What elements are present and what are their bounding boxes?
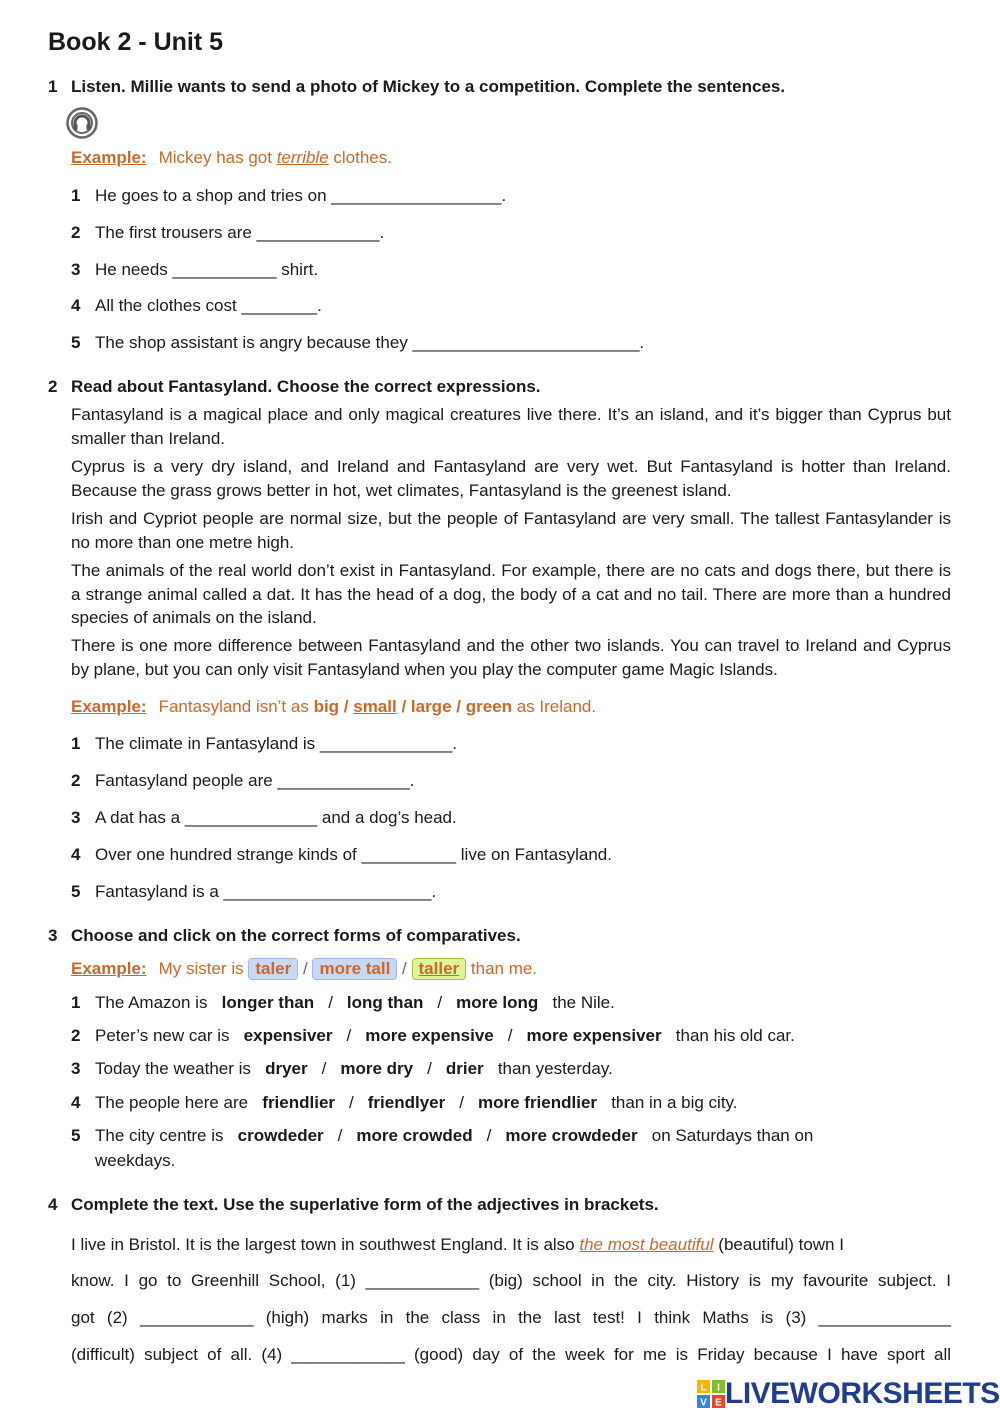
s2-item[interactable]: 3 A dat has a ______________ and a dog’s head.: [71, 808, 457, 827]
choice-option[interactable]: more expensive: [365, 1026, 494, 1045]
s2-item[interactable]: 5 Fantasyland is a ______________________.: [71, 882, 437, 901]
logo-letter: I: [717, 1382, 720, 1394]
s3-item: 1 The Amazon is longer than / long than / more long the Nile.: [71, 993, 615, 1012]
text-line[interactable]: know. I go to Greenhill School, (1) ____________ (big) school in the city. History is my favourite subject. I: [71, 1271, 951, 1290]
choice-option[interactable]: more crowdeder: [505, 1126, 638, 1145]
s3-item: 5 The city centre is crowdeder / more crowded / more crowdeder on Saturdays than on: [71, 1126, 814, 1145]
s1-item[interactable]: 5 The shop assistant is angry because they ________________________.: [71, 333, 645, 352]
choice-option[interactable]: longer than: [221, 993, 315, 1012]
text-line[interactable]: (difficult) subject of all. (4) ____________ (good) day of the week for me is Friday because I have sport all: [71, 1345, 951, 1364]
reading-paragraph: Irish and Cypriot people are normal size, but the people of Fantasyland are very small. The tallest Fantasylander is no more than one metre high.: [71, 509, 951, 552]
reading-paragraph: Fantasyland is a magical place and only magical creatures live there. It’s an island, and it’s bigger than Cyprus but smaller than Ireland.: [71, 405, 951, 448]
logo-letter: L: [700, 1382, 707, 1394]
choice-option[interactable]: friendlyer: [367, 1093, 446, 1112]
text-line: I live in Bristol. It is the largest town in southwest England. It is also the most beautiful (beautiful) town I: [71, 1235, 844, 1254]
text-line[interactable]: got (2) ____________ (high) marks in the class in the last test! I think Maths is (3) ______________: [71, 1308, 951, 1327]
example-option-chip-selected[interactable]: taller: [412, 958, 467, 980]
choice-option[interactable]: friendlier: [262, 1093, 336, 1112]
logo-letter: V: [700, 1397, 707, 1408]
section-4-heading: 4 Complete the text. Use the superlative form of the adjectives in brackets.: [48, 1195, 659, 1214]
section-3-heading: 3 Choose and click on the correct forms of comparatives.: [48, 926, 521, 945]
page-title: Book 2 - Unit 5: [48, 28, 224, 56]
example-option-chip[interactable]: more tall: [312, 958, 397, 980]
s3-item-continuation: weekdays.: [95, 1151, 176, 1170]
s1-item[interactable]: 2 The first trousers are _____________.: [71, 223, 385, 242]
choice-option[interactable]: dryer: [265, 1059, 308, 1078]
logo-letter: E: [715, 1397, 722, 1408]
s1-item[interactable]: 4 All the clothes cost ________.: [71, 296, 322, 315]
choice-option[interactable]: more crowded: [356, 1126, 473, 1145]
section-2-example: Example: Fantasyland isn’t as big / small / large / green as Ireland.: [71, 697, 597, 716]
s1-item[interactable]: 1 He goes to a shop and tries on __________________.: [71, 186, 507, 205]
choice-option[interactable]: expensiver: [243, 1026, 333, 1045]
reading-paragraph: Cyprus is a very dry island, and Ireland and Fantasyland are very wet. But Fantasyland is hotter than Ireland. Because the grass grows better in hot, wet climates, Fantasyland is the greenest island.: [71, 457, 951, 500]
audio-play-icon[interactable]: [66, 107, 98, 139]
s2-item[interactable]: 1 The climate in Fantasyland is ______________.: [71, 734, 457, 753]
example-option-chip[interactable]: taler: [248, 958, 298, 980]
reading-paragraph: The animals of the real world don’t exist in Fantasyland. For example, there are no cats and dogs there, but there is a strange animal called a dat. It has the head of a dog, the body of a cat and no tail. There are more than a hundred species of animals on the island.: [71, 561, 951, 627]
liveworksheets-logo-icon: [697, 1380, 725, 1408]
choice-option[interactable]: more friendlier: [477, 1093, 598, 1112]
s1-item[interactable]: 3 He needs ___________ shirt.: [71, 260, 319, 279]
s3-item: 4 The people here are friendlier / friendlyer / more friendlier than in a big city.: [71, 1093, 738, 1112]
choice-option[interactable]: more long: [456, 993, 539, 1012]
logo-wordmark: LIVEWORKSHEETS: [725, 1377, 1000, 1410]
s3-item: 3 Today the weather is dryer / more dry / drier than yesterday.: [71, 1059, 613, 1078]
s2-item[interactable]: 4 Over one hundred strange kinds of __________ live on Fantasyland.: [71, 845, 612, 864]
choice-option[interactable]: more dry: [340, 1059, 414, 1078]
choice-option[interactable]: crowdeder: [237, 1126, 324, 1145]
section-1-heading: 1 Listen. Millie wants to send a photo of Mickey to a competition. Complete the sentences.: [48, 77, 786, 96]
s2-item[interactable]: 2 Fantasyland people are ______________.: [71, 771, 415, 790]
choice-option[interactable]: more expensiver: [526, 1026, 662, 1045]
s3-item: 2 Peter’s new car is expensiver / more expensive / more expensiver than his old car.: [71, 1026, 795, 1045]
section-2-heading: 2 Read about Fantasyland. Choose the correct expressions.: [48, 377, 541, 396]
section-3-example: Example: My sister is taler / more tall / taller than me.: [71, 959, 538, 978]
section-1-example: Example: Mickey has got terrible clothes.: [71, 148, 392, 167]
choice-option[interactable]: drier: [445, 1059, 484, 1078]
choice-option[interactable]: long than: [346, 993, 424, 1012]
liveworksheets-logo: [697, 1378, 1000, 1410]
reading-paragraph: There is one more difference between Fantasyland and the other two islands. You can travel to Ireland and Cyprus by plane, but you can only visit Fantasyland when you play the computer game Magic Islands.: [71, 636, 951, 679]
